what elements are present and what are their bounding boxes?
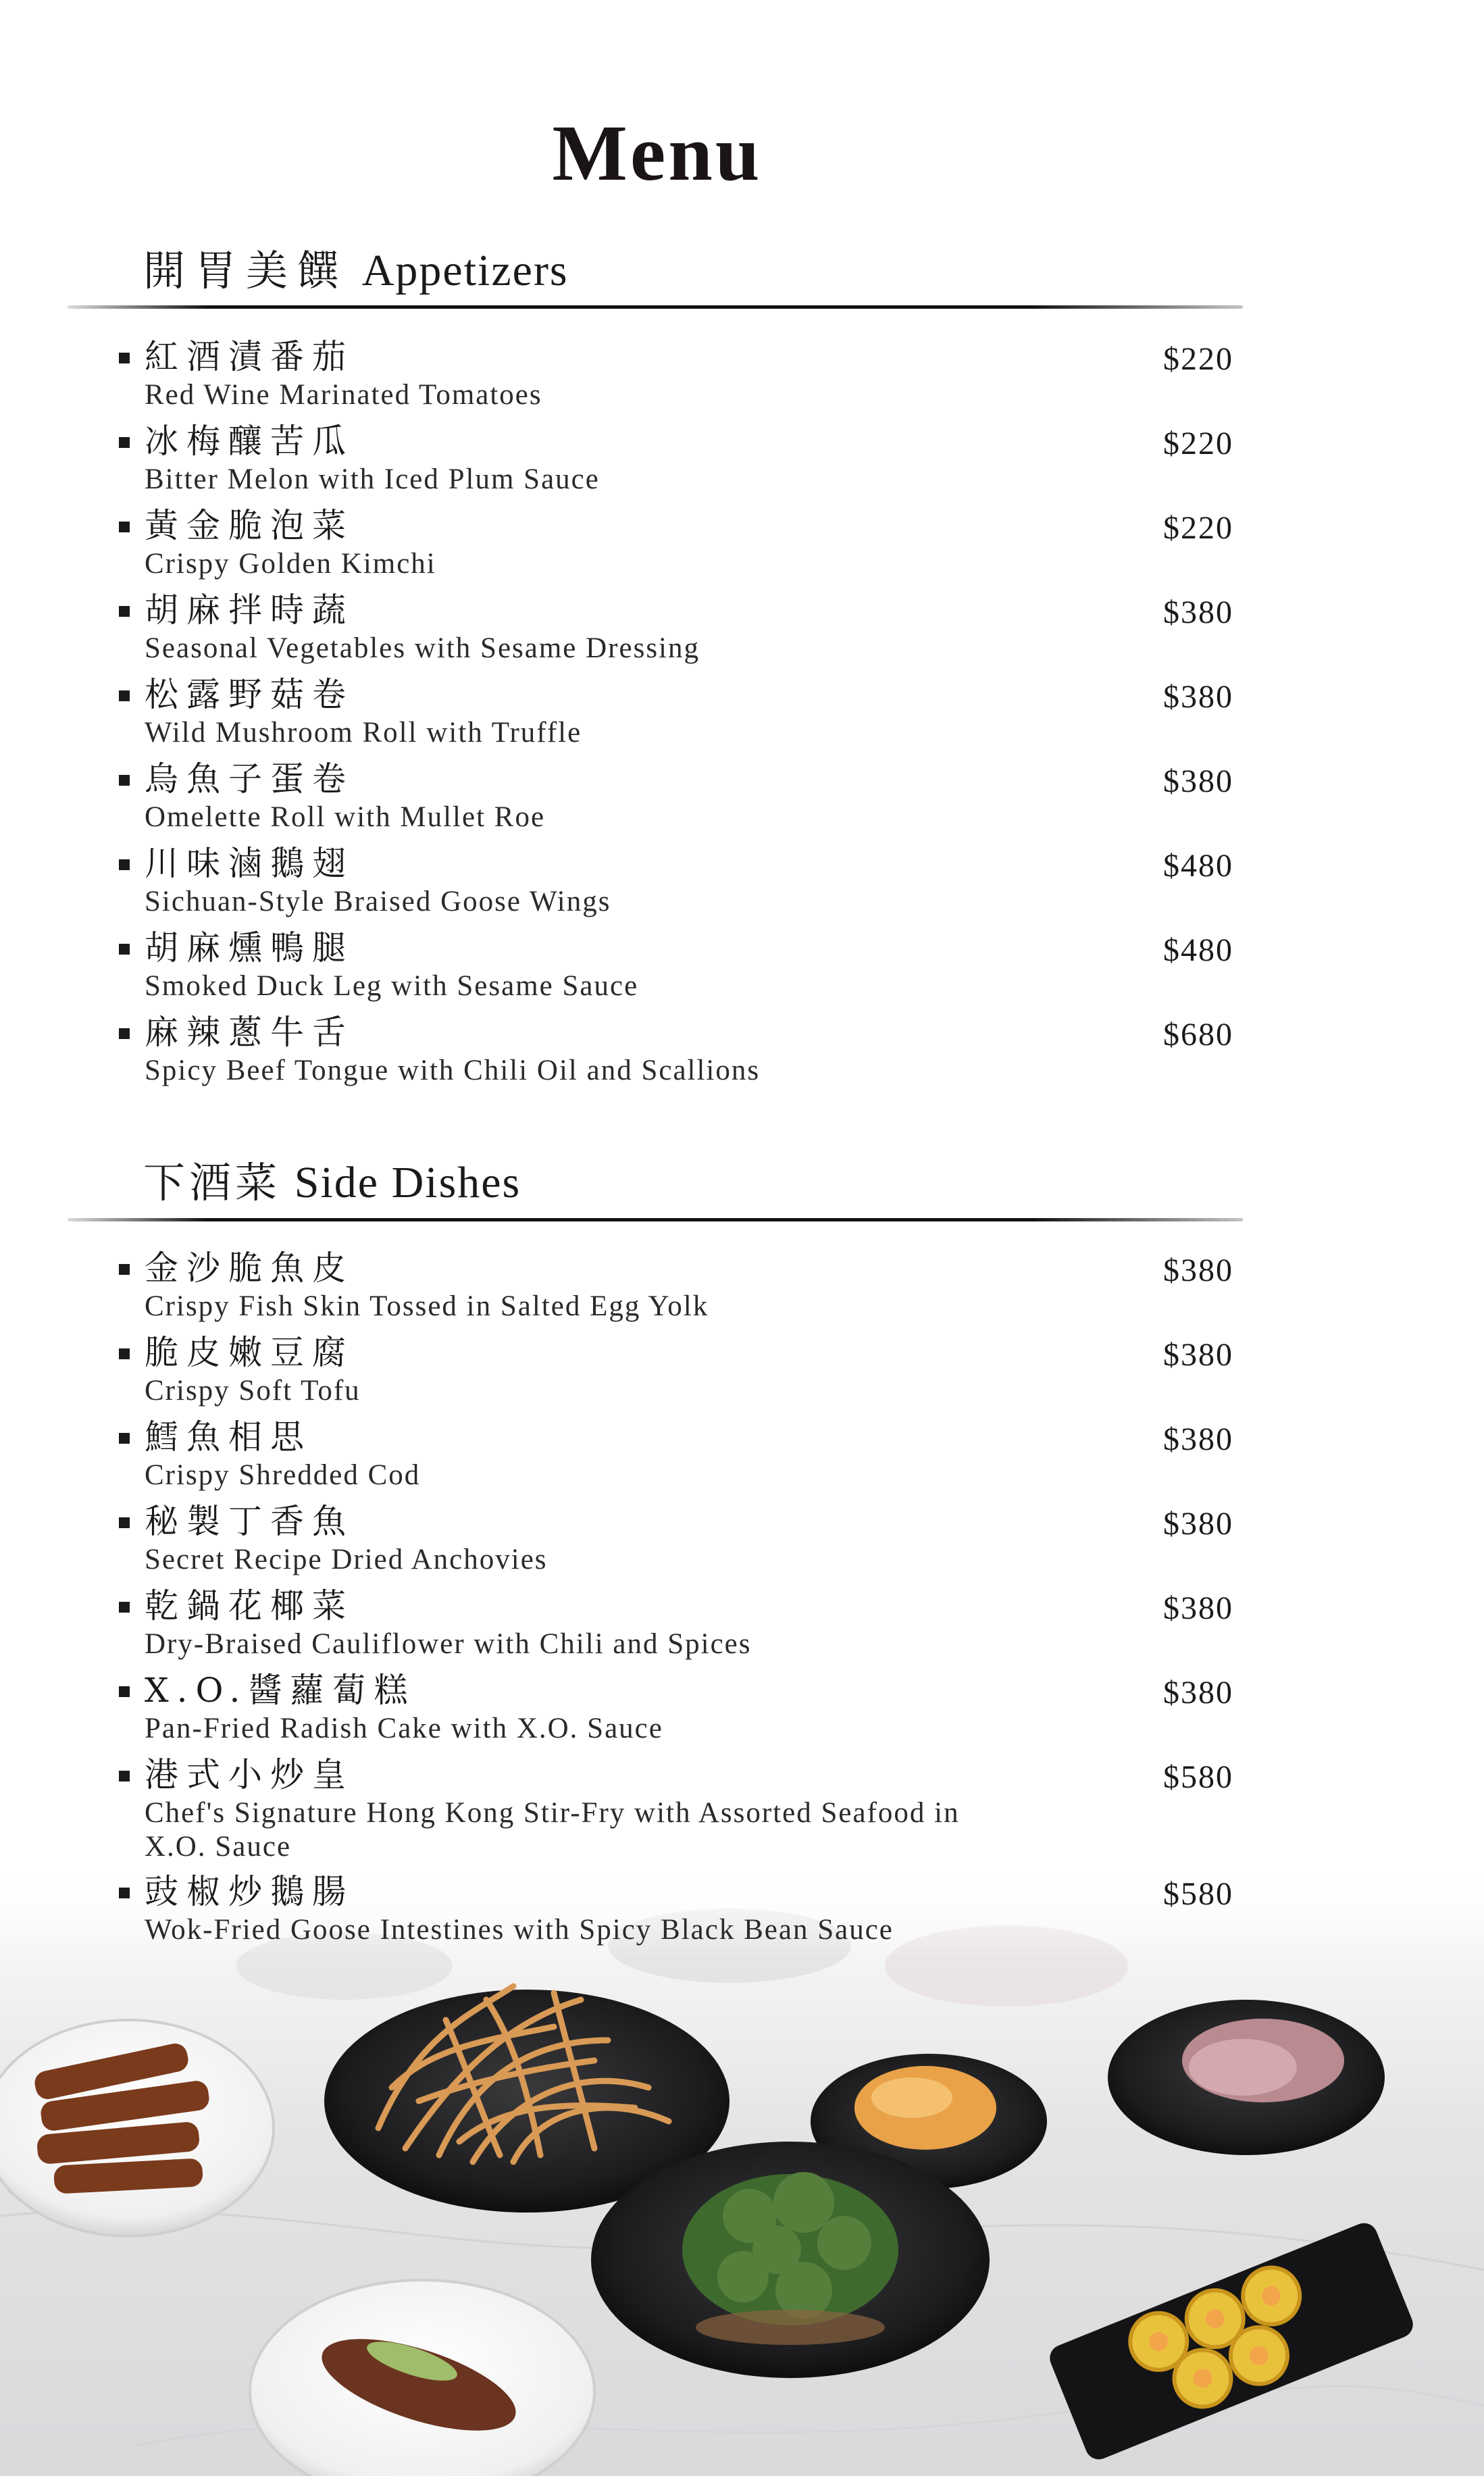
item-name-en: Seasonal Vegetables with Sesame Dressing: [145, 632, 700, 664]
item-price: $680: [1163, 1017, 1233, 1053]
section-heading-side-dishes: [143, 1158, 521, 1207]
bullet-icon: [119, 353, 130, 363]
item-name-en: Wok-Fried Goose Intestines with Spicy Black Bean Sauce: [145, 1914, 894, 1946]
item-name-cn: 乾鍋花椰菜: [145, 1586, 354, 1625]
item-price: $380: [1163, 1421, 1233, 1457]
item-name-en: Crispy Soft Tofu: [145, 1375, 361, 1407]
item-price: $480: [1163, 848, 1233, 884]
item-name-cn: 紅酒漬番茄: [145, 337, 354, 376]
item-name-cn: 冰梅釀苦瓜: [145, 422, 354, 461]
section-heading-appetizers: [143, 246, 569, 295]
item-price: $380: [1163, 763, 1233, 799]
bullet-icon: [119, 1602, 130, 1613]
item-name-en: Dry-Braised Cauliflower with Chili and Spices: [145, 1628, 752, 1660]
item-price: $380: [1163, 1506, 1233, 1542]
bullet-icon: [119, 522, 130, 532]
bullet-icon: [119, 775, 130, 786]
section-heading-cn: 開胃美饌: [143, 246, 349, 295]
item-name-en: Smoked Duck Leg with Sesame Sauce: [145, 970, 639, 1002]
item-name-en: Secret Recipe Dried Anchovies: [145, 1544, 548, 1575]
section-heading-en: Appetizers: [361, 246, 569, 295]
item-name-cn: 松露野菇卷: [145, 675, 354, 714]
item-name-en: Crispy Shredded Cod: [145, 1459, 421, 1491]
item-price: $220: [1163, 510, 1233, 546]
item-price: $480: [1163, 932, 1233, 968]
item-name-en: Wild Mushroom Roll with Truffle: [145, 717, 582, 749]
item-name-en: Bitter Melon with Iced Plum Sauce: [145, 463, 600, 495]
bullet-icon: [119, 1264, 130, 1275]
bullet-icon: [119, 1686, 130, 1697]
item-price: $380: [1163, 1337, 1233, 1373]
item-name-en: Crispy Golden Kimchi: [145, 548, 436, 580]
item-price: $580: [1163, 1759, 1233, 1795]
item-name-en: Sichuan-Style Braised Goose Wings: [145, 886, 611, 917]
item-name-cn: 港式小炒皇: [145, 1755, 354, 1794]
item-price: $380: [1163, 679, 1233, 715]
bullet-icon: [119, 1348, 130, 1359]
item-name-en: Pan-Fried Radish Cake with X.O. Sauce: [145, 1713, 663, 1744]
item-name-en: Crispy Fish Skin Tossed in Salted Egg Yolk: [145, 1290, 709, 1322]
bullet-icon: [119, 1028, 130, 1039]
item-name-en: Chef's Signature Hong Kong Stir-Fry with Assorted Seafood in X.O. Sauce: [145, 1797, 960, 1863]
item-name-cn: 金沙脆魚皮: [145, 1248, 354, 1288]
bullet-icon: [119, 437, 130, 448]
item-name-cn: 秘製丁香魚: [145, 1502, 354, 1541]
item-name-cn: 胡麻拌時蔬: [145, 590, 354, 630]
item-name-cn: 脆皮嫩豆腐: [145, 1333, 354, 1372]
item-name-cn: 鱈魚相思: [145, 1417, 312, 1457]
item-name-cn: 黃金脆泡菜: [145, 506, 354, 545]
item-name-cn: 麻辣蔥牛舌: [145, 1013, 354, 1052]
item-name-cn: 川味滷鵝翅: [145, 844, 354, 883]
food-photo: [0, 1865, 1484, 2476]
item-name-en: Spicy Beef Tongue with Chili Oil and Scallions: [145, 1055, 761, 1086]
bullet-icon: [119, 859, 130, 870]
item-name-en: Red Wine Marinated Tomatoes: [145, 379, 542, 411]
item-price: $380: [1163, 1253, 1233, 1288]
bullet-icon: [119, 690, 130, 701]
item-price: $380: [1163, 595, 1233, 630]
item-price: $220: [1163, 341, 1233, 377]
section-divider: [68, 305, 1243, 309]
bullet-icon: [119, 944, 130, 955]
section-heading-en: Side Dishes: [294, 1158, 521, 1207]
item-name-cn: 豉椒炒鵝腸: [145, 1872, 354, 1911]
section-divider: [68, 1218, 1243, 1221]
item-price: $580: [1163, 1876, 1233, 1912]
item-price: $220: [1163, 426, 1233, 461]
item-name-cn: 烏魚子蛋卷: [145, 759, 354, 799]
bullet-icon: [119, 606, 130, 617]
bullet-icon: [119, 1771, 130, 1782]
item-name-en: Omelette Roll with Mullet Roe: [145, 801, 546, 833]
item-name-cn: X.O.醬蘿蔔糕: [145, 1671, 416, 1710]
page-title: Menu: [552, 109, 763, 197]
item-price: $380: [1163, 1590, 1233, 1626]
bullet-icon: [119, 1888, 130, 1898]
bullet-icon: [119, 1433, 130, 1444]
section-heading-cn: 下酒菜: [143, 1158, 282, 1207]
item-name-cn: 胡麻燻鴨腿: [145, 928, 354, 967]
bullet-icon: [119, 1517, 130, 1528]
item-price: $380: [1163, 1675, 1233, 1711]
